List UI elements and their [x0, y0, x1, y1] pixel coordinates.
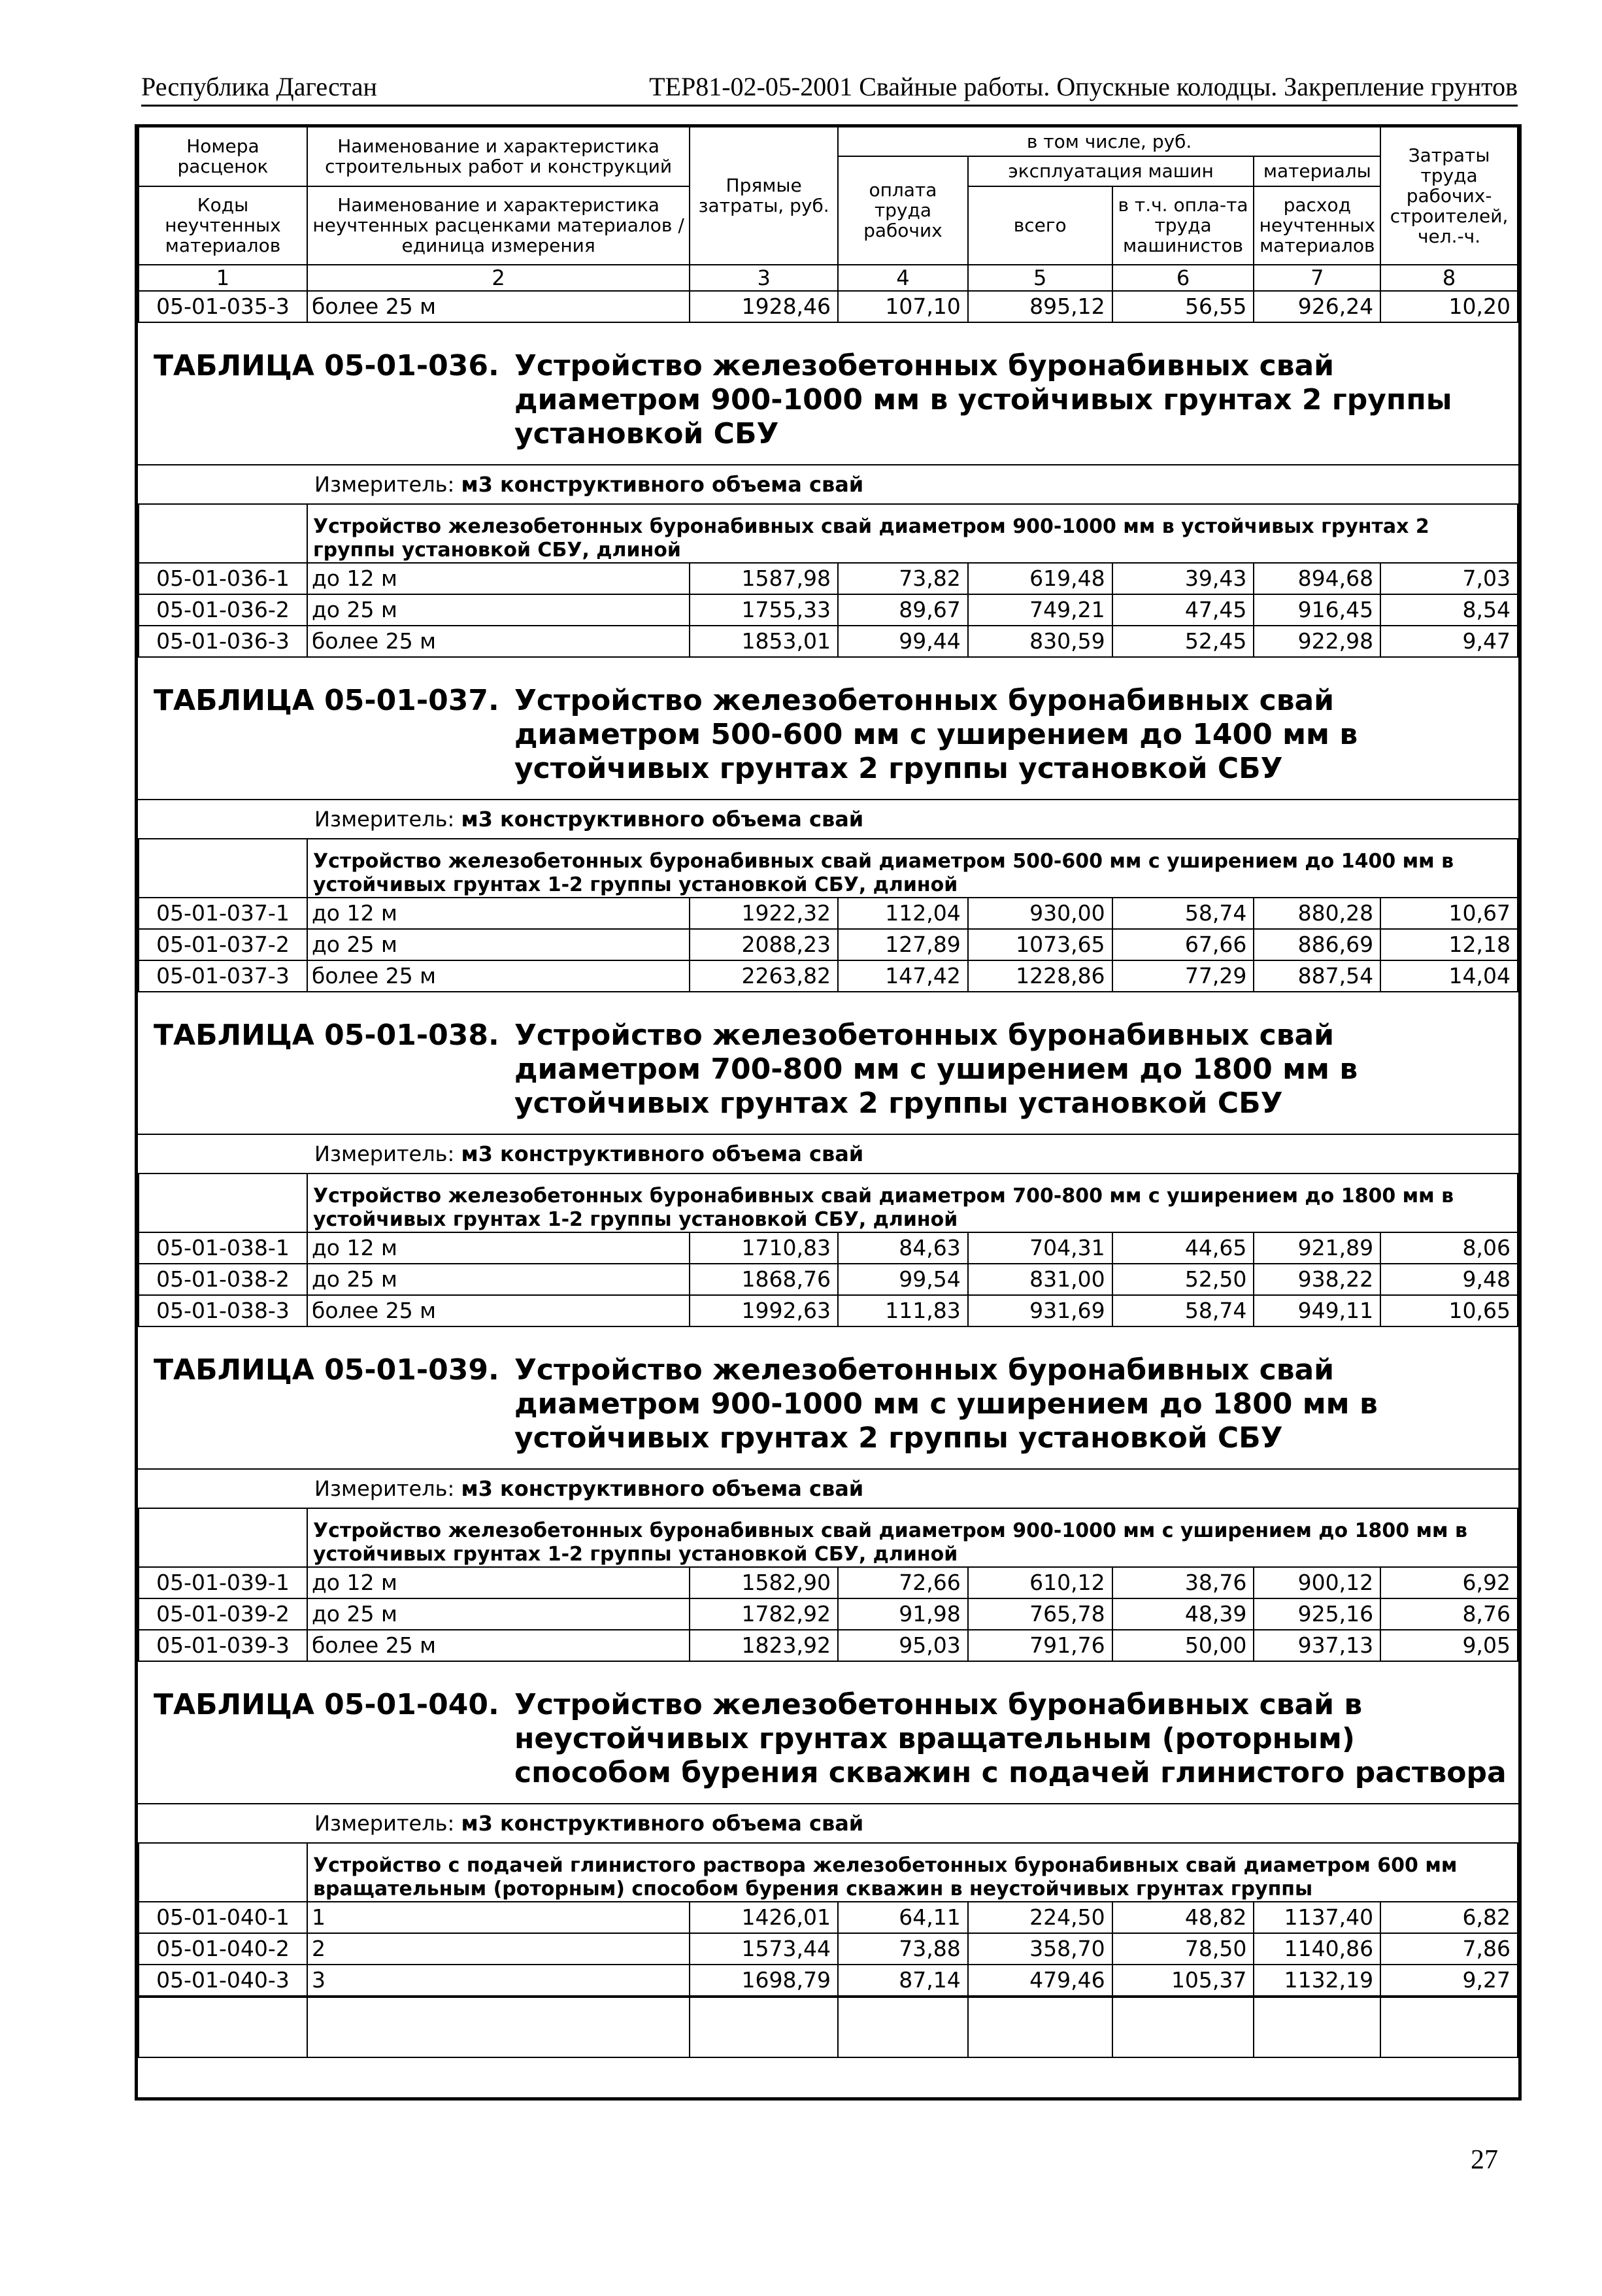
- labor-pay-value: 73,88: [838, 1933, 968, 1965]
- table-subtitle: Устройство железобетонных буронабивных свай диаметром 700-800 мм с уширением до 1800 мм в устойчивых грунтах 1-2 группы установкой СБУ, длиной: [307, 1174, 1518, 1232]
- direct-costs-value: 1710,83: [690, 1232, 838, 1264]
- measure-unit: [138, 1804, 1518, 1844]
- labor-pay-value: 89,67: [838, 594, 968, 626]
- table-label: ТАБЛИЦА 05-01-040.: [154, 1687, 499, 1721]
- machinists-pay-value: 48,39: [1112, 1598, 1254, 1630]
- table-title-text: Устройство железобетонных буронабивных свай диаметром 700-800 мм с уширением до 1800 мм в устойчивых грунтах 2 группы установкой СБУ: [514, 1018, 1358, 1120]
- rate-code: 05-01-036-2: [139, 594, 307, 626]
- empty-table-row: [139, 1997, 1518, 2057]
- labor-pay-value: 84,63: [838, 1232, 968, 1264]
- table-title-text: Устройство железобетонных буронабивных свай диаметром 900-1000 мм с уширением до 1800 мм в устойчивых грунтах 2 группы установкой СБУ: [514, 1353, 1378, 1455]
- machines-total-value: 479,46: [968, 1965, 1112, 1996]
- labor-pay-value: 72,66: [838, 1567, 968, 1598]
- header-machinists-pay: в т.ч. опла-та труда машинистов: [1112, 186, 1254, 265]
- labor-hours-value: 8,76: [1380, 1598, 1518, 1630]
- rate-table: [138, 505, 1518, 658]
- materials-value: 1132,19: [1254, 1965, 1380, 1996]
- table-title: [138, 658, 1518, 800]
- labor-hours-value: 10,65: [1380, 1295, 1518, 1326]
- machinists-pay-value: 52,50: [1112, 1264, 1254, 1295]
- machines-total-value: 831,00: [968, 1264, 1112, 1295]
- empty-cell: [690, 1997, 838, 2057]
- labor-hours-value: 9,05: [1380, 1630, 1518, 1661]
- materials-value: 926,24: [1254, 291, 1380, 322]
- column-numbers-row: [139, 265, 1518, 291]
- direct-costs-value: 1853,01: [690, 626, 838, 657]
- empty-cell: [139, 1997, 307, 2057]
- header-material-codes: Коды неучтенных материалов: [139, 186, 307, 265]
- rate-table-section: [138, 1327, 1518, 1662]
- labor-pay-value: 99,54: [838, 1264, 968, 1295]
- direct-costs-value: 1922,32: [690, 898, 838, 929]
- empty-cell: [1254, 1997, 1380, 2057]
- rate-name: до 25 м: [307, 1264, 690, 1295]
- labor-pay-value: 111,83: [838, 1295, 968, 1326]
- table-row: [139, 1965, 1518, 1996]
- empty-cell: [1380, 1997, 1518, 2057]
- measure-unit: [138, 1135, 1518, 1174]
- direct-costs-value: 2263,82: [690, 960, 838, 992]
- materials-value: 1140,86: [1254, 1933, 1380, 1965]
- table-subtitle: Устройство железобетонных буронабивных свай диаметром 900-1000 мм с уширением до 1800 мм в устойчивых грунтах 1-2 группы установкой СБУ, длиной: [307, 1509, 1518, 1567]
- table-title-text: Устройство железобетонных буронабивных свай в неустойчивых грунтах вращательным (роторным) способом бурения скважин с подачей глинистого раствора: [514, 1687, 1507, 1789]
- direct-costs-value: 1426,01: [690, 1902, 838, 1933]
- price-table-frame: [135, 124, 1522, 2101]
- machinists-pay-value: 67,66: [1112, 929, 1254, 960]
- header-code-col: Номера расценок: [139, 126, 307, 186]
- rate-code: 05-01-036-1: [139, 563, 307, 594]
- labor-hours-value: 6,92: [1380, 1567, 1518, 1598]
- page-header: [141, 65, 1518, 107]
- materials-value: 916,45: [1254, 594, 1380, 626]
- materials-value: 880,28: [1254, 898, 1380, 929]
- table-title: [138, 992, 1518, 1135]
- header-machines: эксплуатация машин: [968, 156, 1254, 186]
- machines-total-value: 749,21: [968, 594, 1112, 626]
- machinists-pay-value: 38,76: [1112, 1567, 1254, 1598]
- labor-pay-value: 107,10: [838, 291, 968, 322]
- direct-costs-value: 1992,63: [690, 1295, 838, 1326]
- rate-name: более 25 м: [307, 1630, 690, 1661]
- table-row: [139, 898, 1518, 929]
- machines-total-value: 619,48: [968, 563, 1112, 594]
- labor-hours-value: 6,82: [1380, 1902, 1518, 1933]
- rate-table: [138, 1844, 1518, 1997]
- measure-value: м3 конструктивного объема свай: [461, 1141, 864, 1166]
- labor-hours-value: 9,48: [1380, 1264, 1518, 1295]
- materials-value: 922,98: [1254, 626, 1380, 657]
- direct-costs-value: 1823,92: [690, 1630, 838, 1661]
- column-number: 4: [838, 265, 968, 291]
- materials-value: 1137,40: [1254, 1902, 1380, 1933]
- materials-value: 938,22: [1254, 1264, 1380, 1295]
- header-region: Республика Дагестан: [141, 72, 377, 101]
- materials-value: 894,68: [1254, 563, 1380, 594]
- rate-name: более 25 м: [307, 291, 690, 322]
- table-row: [139, 626, 1518, 657]
- rate-code: 05-01-040-1: [139, 1902, 307, 1933]
- rate-code: 05-01-039-3: [139, 1630, 307, 1661]
- materials-value: 925,16: [1254, 1598, 1380, 1630]
- materials-value: 900,12: [1254, 1567, 1380, 1598]
- machines-total-value: 1228,86: [968, 960, 1112, 992]
- table-row: [139, 291, 1518, 322]
- machinists-pay-value: 48,82: [1112, 1902, 1254, 1933]
- labor-pay-value: 91,98: [838, 1598, 968, 1630]
- rate-name: 3: [307, 1965, 690, 1996]
- table-title-text: Устройство железобетонных буронабивных свай диаметром 900-1000 мм в устойчивых грунтах 2 группы установкой СБУ: [514, 348, 1452, 450]
- machinists-pay-value: 56,55: [1112, 291, 1254, 322]
- machines-total-value: 358,70: [968, 1933, 1112, 1965]
- table-row: [139, 1902, 1518, 1933]
- rate-name: более 25 м: [307, 626, 690, 657]
- materials-value: 949,11: [1254, 1295, 1380, 1326]
- labor-pay-value: 99,44: [838, 626, 968, 657]
- rate-name: до 12 м: [307, 1567, 690, 1598]
- measure-unit: [138, 800, 1518, 839]
- machinists-pay-value: 105,37: [1112, 1965, 1254, 1996]
- table-row: [139, 929, 1518, 960]
- header-material-names: Наименование и характеристика неучтенных расценками материалов / единица измерения: [307, 186, 690, 265]
- measure-unit: [138, 1470, 1518, 1509]
- table-row: [139, 563, 1518, 594]
- rate-code: 05-01-038-1: [139, 1232, 307, 1264]
- rate-code: 05-01-038-3: [139, 1295, 307, 1326]
- rate-table-section: [138, 1662, 1518, 1997]
- rate-code: 05-01-040-2: [139, 1933, 307, 1965]
- machines-total-value: 895,12: [968, 291, 1112, 322]
- direct-costs-value: 2088,23: [690, 929, 838, 960]
- table-row: [139, 1567, 1518, 1598]
- labor-pay-value: 147,42: [838, 960, 968, 992]
- machines-total-value: 791,76: [968, 1630, 1112, 1661]
- table-title: [138, 1662, 1518, 1804]
- rate-code: 05-01-039-1: [139, 1567, 307, 1598]
- labor-hours-value: 8,06: [1380, 1232, 1518, 1264]
- labor-hours-value: 10,67: [1380, 898, 1518, 929]
- rate-code: 05-01-039-2: [139, 1598, 307, 1630]
- rate-code: 05-01-037-1: [139, 898, 307, 929]
- direct-costs-value: 1782,92: [690, 1598, 838, 1630]
- rate-table: [138, 839, 1518, 992]
- table-row: [139, 1232, 1518, 1264]
- table-row: [139, 1630, 1518, 1661]
- empty-rows-table: [138, 1997, 1518, 2058]
- measure-label: Измеритель:: [314, 471, 455, 497]
- empty-cell: [307, 1997, 690, 2057]
- table-subtitle: Устройство железобетонных буронабивных свай диаметром 900-1000 мм в устойчивых грунтах 2 группы установкой СБУ, длиной: [307, 505, 1518, 563]
- rate-name: до 25 м: [307, 594, 690, 626]
- machinists-pay-value: 78,50: [1112, 1933, 1254, 1965]
- rate-name: до 12 м: [307, 563, 690, 594]
- labor-hours-value: 14,04: [1380, 960, 1518, 992]
- rate-code: 05-01-036-3: [139, 626, 307, 657]
- direct-costs-value: 1928,46: [690, 291, 838, 322]
- machines-total-value: 830,59: [968, 626, 1112, 657]
- machinists-pay-value: 58,74: [1112, 898, 1254, 929]
- table-row: [139, 1264, 1518, 1295]
- rate-code: 05-01-037-2: [139, 929, 307, 960]
- table-row: [139, 1598, 1518, 1630]
- rate-code: 05-01-035-3: [139, 291, 307, 322]
- labor-hours-value: 12,18: [1380, 929, 1518, 960]
- machines-total-value: 224,50: [968, 1902, 1112, 1933]
- machinists-pay-value: 44,65: [1112, 1232, 1254, 1264]
- labor-hours-value: 8,54: [1380, 594, 1518, 626]
- table-row: [139, 1933, 1518, 1965]
- table-label: ТАБЛИЦА 05-01-036.: [154, 348, 499, 382]
- table-label: ТАБЛИЦА 05-01-038.: [154, 1018, 499, 1052]
- machinists-pay-value: 47,45: [1112, 594, 1254, 626]
- empty-cell: [1112, 1997, 1254, 2057]
- column-number: 5: [968, 265, 1112, 291]
- rate-name: 2: [307, 1933, 690, 1965]
- rate-code: 05-01-037-3: [139, 960, 307, 992]
- labor-pay-value: 64,11: [838, 1902, 968, 1933]
- measure-label: Измеритель:: [314, 806, 455, 832]
- machines-total-value: 704,31: [968, 1232, 1112, 1264]
- labor-hours-value: 9,47: [1380, 626, 1518, 657]
- direct-costs-value: 1587,98: [690, 563, 838, 594]
- measure-value: м3 конструктивного объема свай: [461, 1476, 864, 1501]
- header-labor-costs: Затраты труда рабочих-строителей, чел.-ч.: [1380, 126, 1518, 265]
- labor-pay-value: 73,82: [838, 563, 968, 594]
- measure-value: м3 конструктивного объема свай: [461, 806, 864, 832]
- machinists-pay-value: 50,00: [1112, 1630, 1254, 1661]
- labor-pay-value: 112,04: [838, 898, 968, 929]
- rate-name: до 12 м: [307, 898, 690, 929]
- direct-costs-value: 1868,76: [690, 1264, 838, 1295]
- column-number: 6: [1112, 265, 1254, 291]
- labor-pay-value: 95,03: [838, 1630, 968, 1661]
- header-document-title: ТЕР81-02-05-2001 Свайные работы. Опускные колодцы. Закрепление грунтов: [649, 72, 1518, 101]
- labor-pay-value: 127,89: [838, 929, 968, 960]
- rate-name: до 12 м: [307, 1232, 690, 1264]
- table-title-text: Устройство железобетонных буронабивных свай диаметром 500-600 мм с уширением до 1400 мм в устойчивых грунтах 2 группы установкой СБУ: [514, 683, 1358, 785]
- machinists-pay-value: 77,29: [1112, 960, 1254, 992]
- rate-name: более 25 м: [307, 960, 690, 992]
- direct-costs-value: 1698,79: [690, 1965, 838, 1996]
- rate-name: 1: [307, 1902, 690, 1933]
- page-number: 27: [1471, 2145, 1498, 2175]
- machines-total-value: 930,00: [968, 898, 1112, 929]
- rate-table-section: [138, 992, 1518, 1327]
- materials-value: 886,69: [1254, 929, 1380, 960]
- measure-unit: [138, 465, 1518, 505]
- labor-hours-value: 10,20: [1380, 291, 1518, 322]
- empty-cell: [838, 1997, 968, 2057]
- header-in-total: в том числе, руб.: [838, 126, 1380, 156]
- direct-costs-value: 1573,44: [690, 1933, 838, 1965]
- machinists-pay-value: 52,45: [1112, 626, 1254, 657]
- table-row: [139, 960, 1518, 992]
- measure-value: м3 конструктивного объема свай: [461, 471, 864, 497]
- column-number: 7: [1254, 265, 1380, 291]
- table-subtitle-row: [139, 839, 1518, 898]
- machinists-pay-value: 58,74: [1112, 1295, 1254, 1326]
- labor-hours-value: 9,27: [1380, 1965, 1518, 1996]
- labor-hours-value: 7,86: [1380, 1933, 1518, 1965]
- rate-code: 05-01-038-2: [139, 1264, 307, 1295]
- materials-value: 921,89: [1254, 1232, 1380, 1264]
- measure-label: Измеритель:: [314, 1141, 455, 1166]
- table-subtitle-row: [139, 1509, 1518, 1567]
- header-direct-costs: Прямые затраты, руб.: [690, 126, 838, 265]
- rate-name: до 25 м: [307, 1598, 690, 1630]
- table-row: [139, 1295, 1518, 1326]
- materials-value: 937,13: [1254, 1630, 1380, 1661]
- machines-total-value: 1073,65: [968, 929, 1112, 960]
- column-number: 1: [139, 265, 307, 291]
- labor-hours-value: 7,03: [1380, 563, 1518, 594]
- direct-costs-value: 1582,90: [690, 1567, 838, 1598]
- machines-total-value: 931,69: [968, 1295, 1112, 1326]
- column-number: 3: [690, 265, 838, 291]
- table-label: ТАБЛИЦА 05-01-039.: [154, 1353, 499, 1387]
- rate-table: [138, 1174, 1518, 1327]
- rate-code: 05-01-040-3: [139, 1965, 307, 1996]
- rate-name: более 25 м: [307, 1295, 690, 1326]
- header-labor-pay: оплата труда рабочих: [838, 156, 968, 265]
- table-label: ТАБЛИЦА 05-01-037.: [154, 683, 499, 717]
- table-subtitle-row: [139, 505, 1518, 563]
- table-row: [139, 594, 1518, 626]
- measure-label: Измеритель:: [314, 1810, 455, 1836]
- rate-table-section: [138, 658, 1518, 992]
- measure-value: м3 конструктивного объема свай: [461, 1810, 864, 1836]
- column-number: 2: [307, 265, 690, 291]
- table-title: [138, 323, 1518, 465]
- direct-costs-value: 1755,33: [690, 594, 838, 626]
- table-title: [138, 1327, 1518, 1470]
- header-materials-usage: расход неучтенных материалов: [1254, 186, 1380, 265]
- table-subtitle: Устройство железобетонных буронабивных свай диаметром 500-600 мм с уширением до 1400 мм в устойчивых грунтах 1-2 группы установкой СБУ, длиной: [307, 839, 1518, 898]
- rate-name: до 25 м: [307, 929, 690, 960]
- measure-label: Измеритель:: [314, 1476, 455, 1501]
- column-number: 8: [1380, 265, 1518, 291]
- table-subtitle-row: [139, 1174, 1518, 1232]
- empty-cell: [968, 1997, 1112, 2057]
- header-name-col: Наименование и характеристика строительных работ и конструкций: [307, 126, 690, 186]
- rate-table-section: [138, 323, 1518, 658]
- machinists-pay-value: 39,43: [1112, 563, 1254, 594]
- header-machines-total: всего: [968, 186, 1112, 265]
- machines-total-value: 610,12: [968, 1567, 1112, 1598]
- table-header: [138, 124, 1518, 323]
- labor-pay-value: 87,14: [838, 1965, 968, 1996]
- materials-value: 887,54: [1254, 960, 1380, 992]
- table-subtitle-row: [139, 1844, 1518, 1902]
- table-subtitle: Устройство с подачей глинистого раствора железобетонных буронабивных свай диаметром 600 мм вращательным (роторным) способом бурения скважин в неустойчивых грунтах группы: [307, 1844, 1518, 1902]
- machines-total-value: 765,78: [968, 1598, 1112, 1630]
- header-materials: материалы: [1254, 156, 1380, 186]
- rate-table: [138, 1509, 1518, 1662]
